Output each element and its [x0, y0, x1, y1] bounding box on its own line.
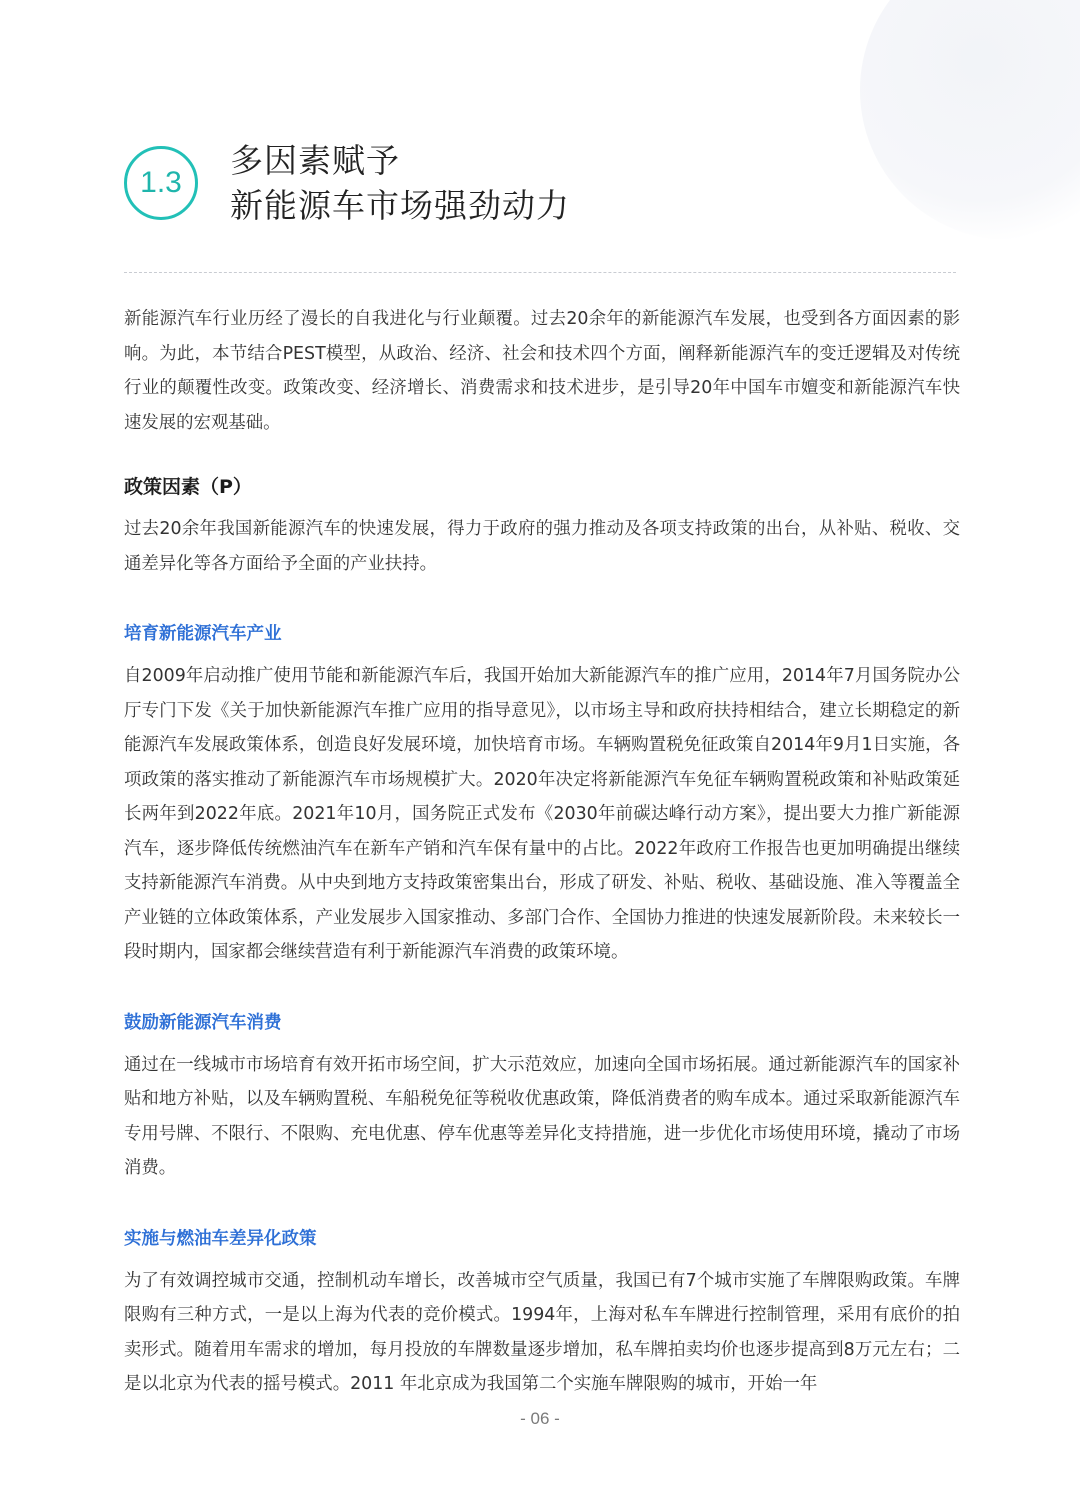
- policy-heading: 政策因素（P）: [124, 476, 252, 498]
- section-title-line-2: 新能源车市场强劲动力: [230, 186, 570, 225]
- page-number: - 06 -: [520, 1409, 560, 1428]
- paragraph-encourage-consumption: 通过在一线城市市场培育有效开拓市场空间，扩大示范效应，加速向全国市场拓展。通过新能源汽车的国家补贴和地方补贴，以及车辆购置税、车船税免征等税收优惠政策，降低消费者的购车成本。通过采取新能源汽车专用号牌、不限行、不限购、充电优惠、停车优惠等差异化支持措施，进一步优化市场使用环境，撬动了市场消费。: [124, 1054, 960, 1178]
- subheading-cultivate-industry: 培育新能源汽车产业: [124, 624, 282, 644]
- paragraph-differentiated-policy: 为了有效调控城市交通，控制机动车增长，改善城市空气质量，我国已有7个城市实施了车牌限购政策。车牌限购有三种方式，一是以上海为代表的竞价模式。1994年，上海对私车车牌进行控制管理，采用有底价的拍卖形式。随着用车需求的增加，每月投放的车牌数量逐步增加，私车牌拍卖均价也逐步提高到8万元左右；二是以北京为代表的摇号模式。2011 年北京成为我国第二个实施车牌限购的城市，开始一年: [124, 1270, 960, 1394]
- corner-decoration: [860, 0, 1080, 240]
- paragraph-cultivate-industry: 自2009年启动推广使用节能和新能源汽车后，我国开始加大新能源汽车的推广应用，2014年7月国务院办公厅专门下发《关于加快新能源汽车推广应用的指导意见》，以市场主导和政府扶持相结合，建立长期稳定的新能源汽车发展政策体系，创造良好发展环境，加快培育市场。车辆购置税免征政策自2014年9月1日实施，各项政策的落实推动了新能源汽车市场规模扩大。2020年决定将新能源汽车免征车辆购置税政策和补贴政策延长两年到2022年底。2021年10月，国务院正式发布《2030年前碳达峰行动方案》，提出要大力推广新能源汽车，逐步降低传统燃油汽车在新车产销和汽车保有量中的占比。2022年政府工作报告也更加明确提出继续支持新能源汽车消费。从中央到地方支持政策密集出台，形成了研发、补贴、税收、基础设施、准入等覆盖全产业链的立体政策体系，产业发展步入国家推动、多部门合作、全国协力推进的快速发展新阶段。未来较长一段时期内，国家都会继续营造有利于新能源汽车消费的政策环境。: [124, 666, 960, 962]
- header-divider: [124, 272, 956, 273]
- section-number-badge: 1.3: [124, 146, 198, 220]
- subheading-differentiated-policy: 实施与燃油车差异化政策: [124, 1228, 317, 1249]
- article-body: [124, 302, 960, 1402]
- intro-paragraph: 新能源汽车行业历经了漫长的自我进化与行业颠覆。过去20余年的新能源汽车发展，也受到各方面因素的影响。为此，本节结合PEST模型，从政治、经济、社会和技术四个方面，阐释新能源汽车的变迁逻辑及对传统行业的颠覆性改变。政策改变、经济增长、消费需求和技术进步，是引导20年中国车市嬗变和新能源汽车快速发展的宏观基础。: [124, 309, 960, 433]
- section-header: [124, 138, 570, 228]
- policy-intro-paragraph: 过去20余年我国新能源汽车的快速发展，得力于政府的强力推动及各项支持政策的出台，从补贴、税收、交通差异化等各方面给予全面的产业扶持。: [124, 519, 960, 574]
- section-title-line-1: 多因素赋予: [230, 141, 400, 180]
- section-title: [230, 138, 570, 228]
- subheading-encourage-consumption: 鼓励新能源汽车消费: [124, 1012, 282, 1033]
